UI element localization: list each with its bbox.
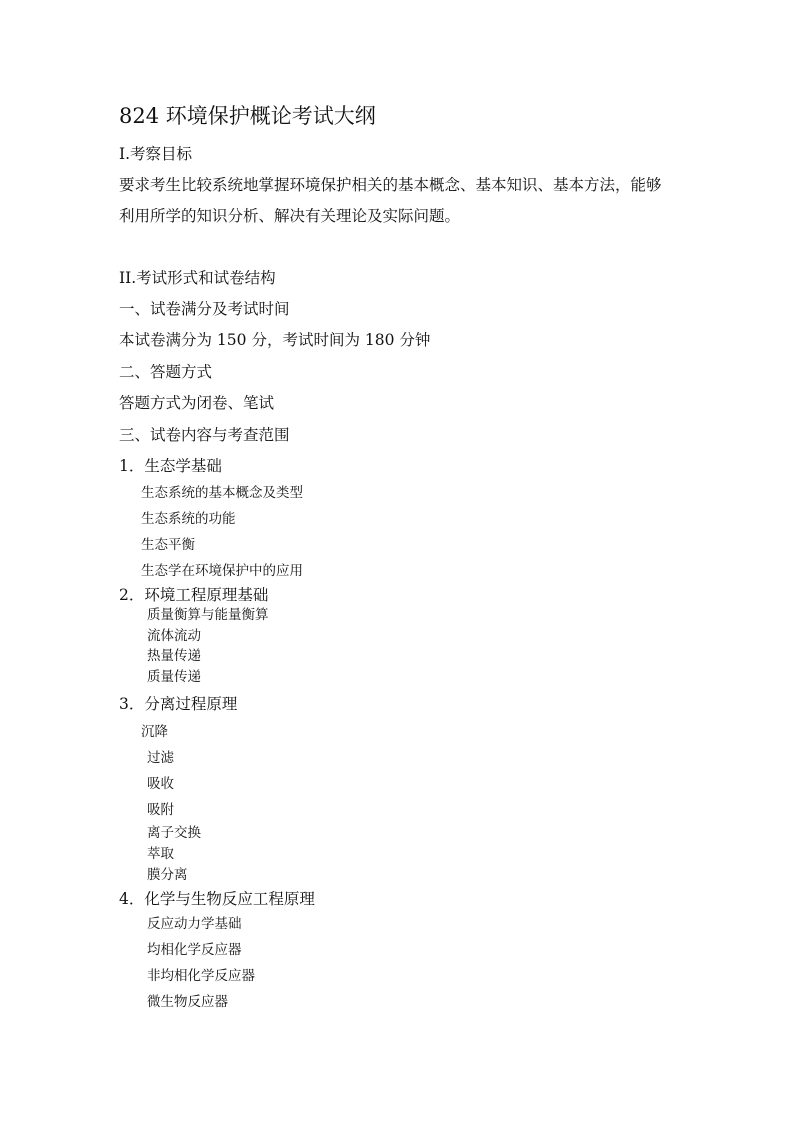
topic-heading-separation: 3．分离过程原理	[119, 695, 238, 713]
page-title: 824 环境保护概论考试大纲	[119, 104, 376, 128]
subheading-answer-method: 二、答题方式	[119, 363, 213, 381]
list-item: 反应动力学基础	[147, 916, 242, 932]
list-item: 萃取	[147, 846, 174, 862]
list-item: 吸附	[147, 802, 174, 818]
list-item: 生态系统的基本概念及类型	[141, 485, 303, 501]
list-item: 过滤	[147, 750, 174, 766]
objectives-paragraph-line-1: 要求考生比较系统地掌握环境保护相关的基本概念、基本知识、基本方法，能够	[119, 176, 662, 194]
section-heading-exam-format: II.考试形式和试卷结构	[119, 269, 276, 287]
score-time-text: 本试卷满分为 150 分，考试时间为 180 分钟	[119, 331, 431, 349]
section-heading-objectives: I.考察目标	[119, 145, 193, 163]
objectives-paragraph-line-2: 利用所学的知识分析、解决有关理论及实际问题。	[119, 207, 461, 225]
list-item: 非均相化学反应器	[147, 968, 255, 984]
list-item: 均相化学反应器	[147, 942, 242, 958]
topic-heading-ecology: 1．生态学基础	[119, 457, 222, 475]
list-item: 沉降	[141, 724, 168, 740]
list-item: 生态学在环境保护中的应用	[141, 563, 303, 579]
list-item: 膜分离	[147, 867, 188, 883]
list-item: 热量传递	[147, 648, 201, 664]
list-item: 吸收	[147, 776, 174, 792]
list-item: 离子交换	[147, 825, 201, 841]
subheading-score-time: 一、试卷满分及考试时间	[119, 300, 290, 318]
subheading-content-scope: 三、试卷内容与考查范围	[119, 426, 290, 444]
list-item: 微生物反应器	[147, 994, 228, 1010]
list-item: 流体流动	[147, 628, 201, 644]
list-item: 质量传递	[147, 669, 201, 685]
list-item: 质量衡算与能量衡算	[147, 607, 269, 623]
list-item: 生态系统的功能	[141, 511, 236, 527]
list-item: 生态平衡	[141, 537, 195, 553]
topic-heading-env-engineering: 2．环境工程原理基础	[119, 586, 269, 604]
answer-method-text: 答题方式为闭卷、笔试	[119, 394, 275, 412]
topic-heading-reaction-engineering: 4．化学与生物反应工程原理	[119, 890, 315, 908]
